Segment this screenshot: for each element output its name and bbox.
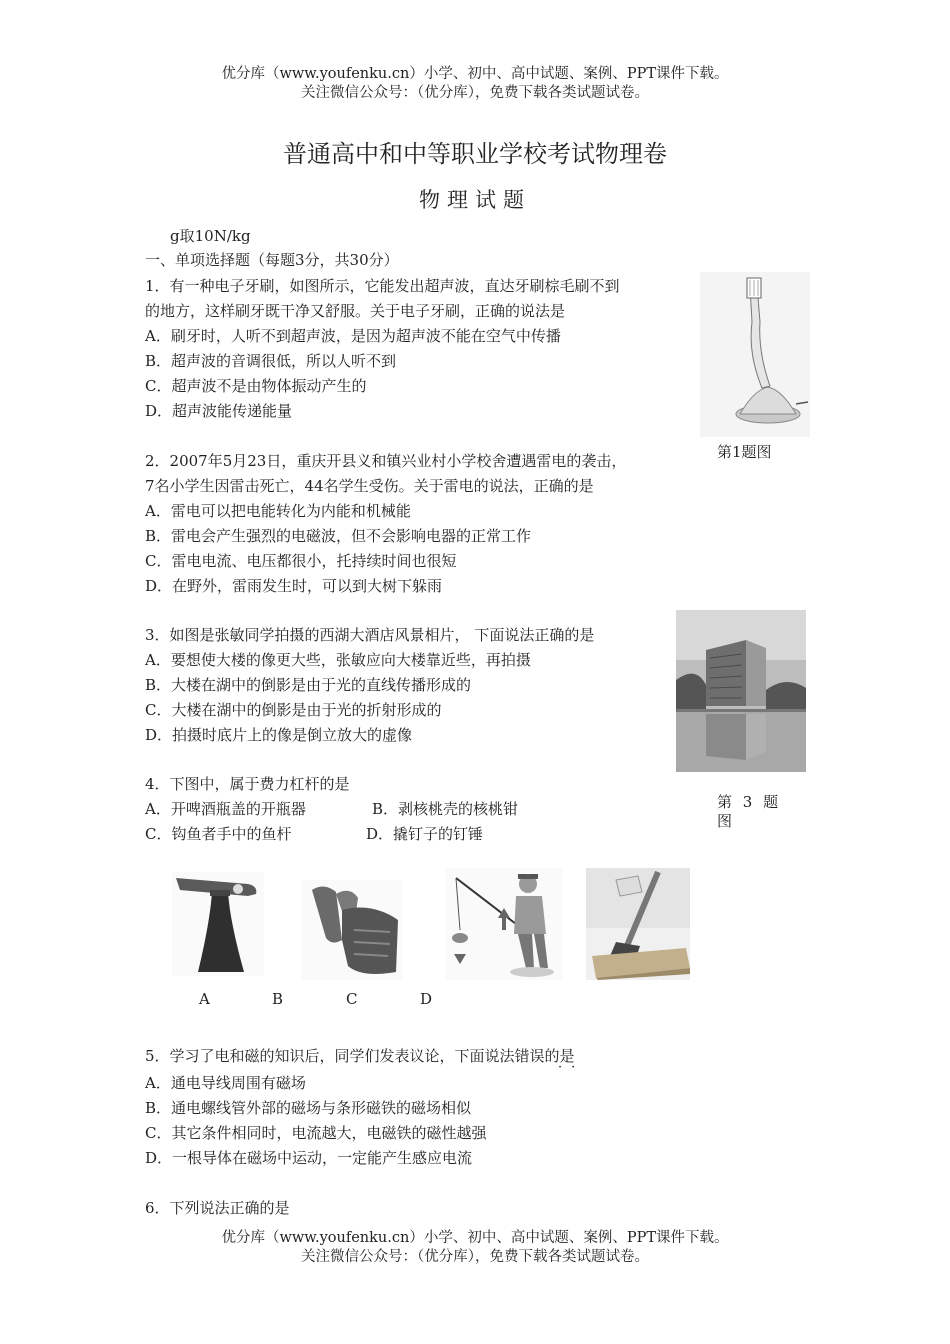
header-line-2: 关注微信公众号：（优分库），免费下载各类试题试卷。 bbox=[301, 85, 649, 101]
q1-option-a: A．刷牙时，人听不到超声波，是因为超声波不能在空气中传播 bbox=[145, 327, 561, 345]
q4-option-a: A．开啤酒瓶盖的开瓶器 bbox=[145, 800, 306, 818]
q2-option-a: A．雷电可以把电能转化为内能和机械能 bbox=[145, 502, 411, 520]
q2-stem-1: 2．2007年5月23日，重庆开县义和镇兴业村小学校舍遭遇雷电的袭击， bbox=[145, 452, 627, 470]
bottle-opener-figure bbox=[172, 872, 264, 976]
fishing-rod-figure bbox=[446, 868, 562, 980]
q3-stem: 3．如图是张敏同学拍摄的西湖大酒店风景相片， 下面说法正确的是 bbox=[145, 626, 595, 644]
q5-option-d: D．一根导体在磁场中运动，一定能产生感应电流 bbox=[145, 1149, 473, 1167]
toothbrush-figure bbox=[700, 272, 810, 437]
q3-option-c: C．大楼在湖中的倒影是由于光的折射形成的 bbox=[145, 701, 442, 719]
q4-option-c: C．钩鱼者手中的鱼杆 bbox=[145, 825, 292, 843]
q2-option-d: D．在野外，雷雨发生时，可以到大树下躲雨 bbox=[145, 577, 443, 595]
section-heading: 一、单项选择题（每题3分，共30分） bbox=[145, 251, 399, 269]
gravity-note: g取10N/kg bbox=[170, 227, 251, 245]
fig-label-a: A bbox=[199, 990, 210, 1008]
q1-stem-2: 的地方，这样刷牙既干净又舒服。关于电子牙刷，正确的说法是 bbox=[145, 302, 566, 320]
footer-line-1: 优分库（www.youfenku.cn）小学、初中、高中试题、案例、PPT课件下载。 bbox=[221, 1230, 729, 1246]
q5-option-a: A．通电导线周围有磁场 bbox=[145, 1074, 306, 1092]
q4-option-b: B．剥核桃壳的核桃钳 bbox=[372, 800, 519, 818]
q4-option-d: D．撬钉子的钉锤 bbox=[366, 825, 484, 843]
q1-stem-1: 1．有一种电子牙刷，如图所示，它能发出超声波，直达牙刷棕毛刷不到 bbox=[145, 277, 620, 295]
fig-label-b: B bbox=[272, 990, 284, 1008]
hotel-photo-figure bbox=[676, 610, 806, 772]
q5-emphasis-dots: ·· bbox=[558, 1060, 585, 1075]
q5-option-c: C．其它条件相同时，电流越大，电磁铁的磁性越强 bbox=[145, 1124, 487, 1142]
fig-label-c: C bbox=[346, 990, 358, 1008]
footer-line-2: 关注微信公众号：（优分库），免费下载各类试题试卷。 bbox=[301, 1249, 649, 1265]
nutcracker-figure bbox=[302, 880, 402, 980]
q3-option-a: A．要想使大楼的像更大些，张敏应向大楼靠近些，再拍摄 bbox=[145, 651, 531, 669]
q2-option-c: C．雷电电流、电压都很小，托持续时间也很短 bbox=[145, 552, 457, 570]
claw-hammer-figure bbox=[586, 868, 690, 980]
q3-caption-1: 第 3 题 bbox=[717, 793, 782, 811]
fig-label-d: D bbox=[420, 990, 433, 1008]
page-subtitle: 物理试题 bbox=[419, 188, 531, 212]
q1-option-c: C．超声波不是由物体振动产生的 bbox=[145, 377, 367, 395]
header-line-1: 优分库（www.youfenku.cn）小学、初中、高中试题、案例、PPT课件下载。 bbox=[221, 66, 729, 82]
q1-caption: 第1题图 bbox=[717, 443, 772, 461]
q5-stem: 5．学习了电和磁的知识后，同学们发表议论，下面说法错误的是 bbox=[145, 1047, 575, 1065]
q5-option-b: B．通电螺线管外部的磁场与条形磁铁的磁场相似 bbox=[145, 1099, 472, 1117]
q6-stem: 6．下列说法正确的是 bbox=[145, 1199, 290, 1217]
q4-stem: 4．下图中，属于费力杠杆的是 bbox=[145, 775, 350, 793]
q2-option-b: B．雷电会产生强烈的电磁波，但不会影响电器的正常工作 bbox=[145, 527, 532, 545]
q1-option-d: D．超声波能传递能量 bbox=[145, 402, 293, 420]
q3-caption-2: 图 bbox=[717, 812, 733, 830]
q3-option-d: D．拍摄时底片上的像是倒立放大的虚像 bbox=[145, 726, 413, 744]
q3-option-b: B．大楼在湖中的倒影是由于光的直线传播形成的 bbox=[145, 676, 472, 694]
q1-option-b: B．超声波的音调很低，所以人听不到 bbox=[145, 352, 397, 370]
q2-stem-2: 7名小学生因雷击死亡，44名学生受伤。关于雷电的说法，正确的是 bbox=[145, 477, 594, 495]
page-title: 普通高中和中等职业学校考试物理卷 bbox=[283, 140, 667, 168]
